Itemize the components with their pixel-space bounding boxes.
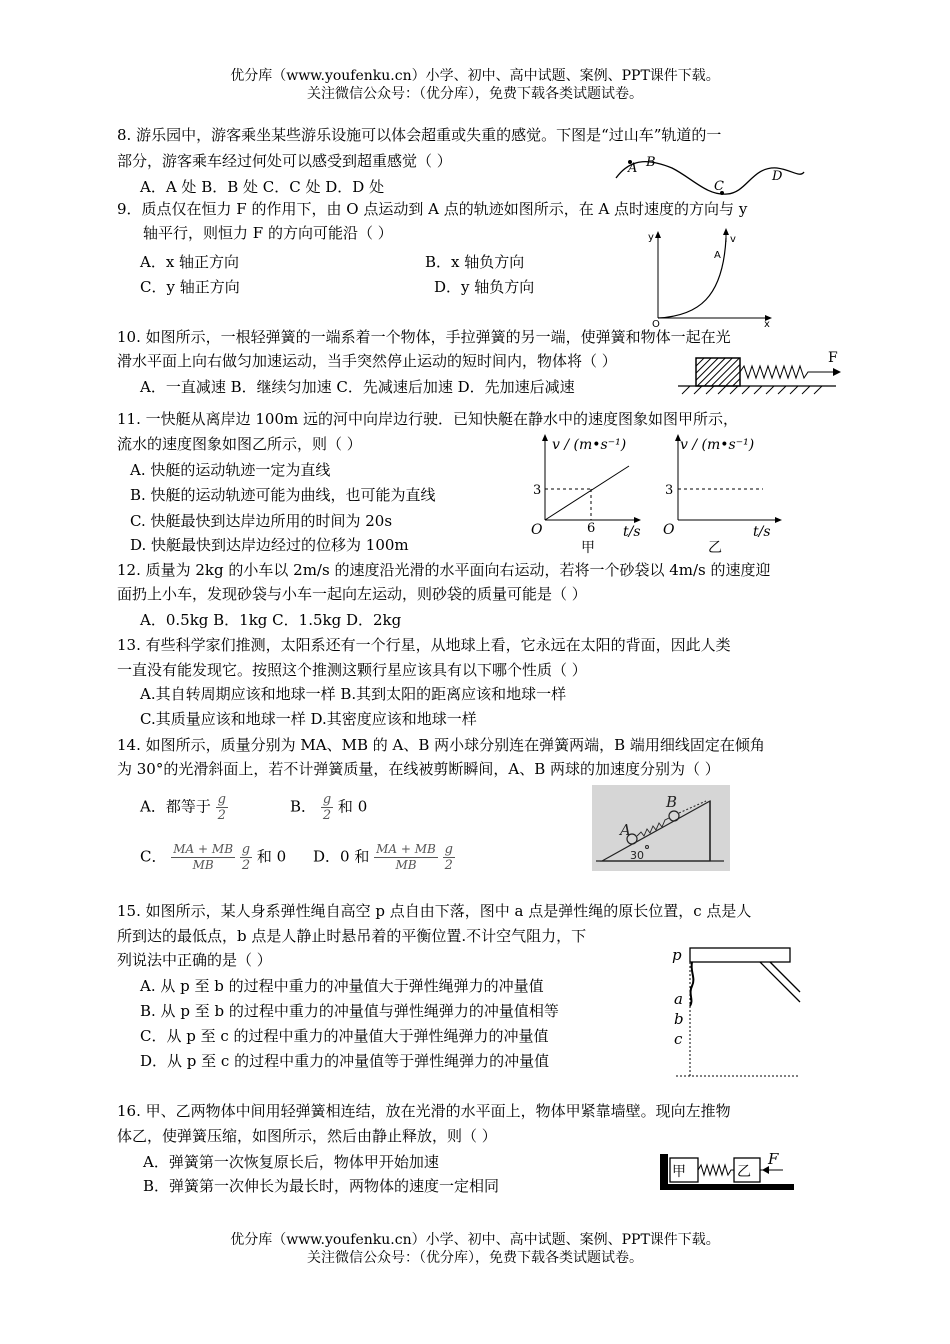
q15-line-2: 所到达的最低点，b 点是人静止时悬吊着的平衡位置.不计空气阻力，下 bbox=[117, 927, 587, 945]
q8-line-1: 8. 游乐园中，游客乘坐某些游乐设施可以体会超重或失重的感觉。下图是“过山车”轨道的一 bbox=[117, 126, 722, 144]
q11-option-a: A. 快艇的运动轨迹一定为直线 bbox=[130, 461, 331, 479]
force-arrow bbox=[833, 368, 841, 376]
q14-option-c bbox=[140, 842, 286, 873]
q15-line-1: 15. 如图所示，某人身系弹性绳自高空 p 点自由下落，图中 a 点是弹性绳的原长位置，c 点是人 bbox=[117, 902, 752, 920]
q14-option-b-tail: 和 0 bbox=[337, 797, 368, 816]
q14-option-b-fraction: $\frac{g}{2}$ bbox=[322, 792, 332, 823]
q14-option-a-label: A．都等于 bbox=[140, 797, 211, 816]
footer-line-2: 关注微信公众号：（优分库），免费下载各类试题试卷。 bbox=[307, 1250, 643, 1266]
q9-option-b: B．x 轴负方向 bbox=[425, 253, 525, 271]
incline-angle-label: 30 bbox=[630, 849, 644, 862]
label-p: p bbox=[672, 946, 682, 964]
block bbox=[696, 358, 740, 386]
jia-origin: O bbox=[531, 522, 543, 538]
q14-line-1: 14. 如图所示，质量分别为 MA、MB 的 A、B 两小球分别连在弹簧两端，B 端用细线固定在倾角 bbox=[117, 736, 765, 754]
q14-option-a bbox=[140, 792, 228, 823]
q9-option-a: A．x 轴正方向 bbox=[140, 253, 240, 271]
q9-line-2: 轴平行，则恒力 F 的方向可能沿（ ） bbox=[143, 224, 393, 242]
two-blocks-figure bbox=[658, 1150, 798, 1195]
spring bbox=[698, 1165, 734, 1175]
v-label: v bbox=[730, 234, 736, 245]
q12-line-2: 面扔上小车，发现砂袋与小车一起向左运动，则砂袋的质量可能是（ ） bbox=[117, 585, 587, 603]
header-line-1: 优分库（www.youfenku.cn）小学、初中、高中试题、案例、PPT课件下载。 bbox=[230, 68, 720, 84]
q14-line-2: 为 30°的光滑斜面上，若不计弹簧质量，在线被剪断瞬间，A、B 两球的加速度分别为（ ） bbox=[117, 760, 720, 778]
q12-line-1: 12. 质量为 2kg 的小车以 2m/s 的速度沿光滑的水平面向右运动，若将一个砂袋以 4m/s 的速度迎 bbox=[117, 561, 771, 579]
q14-option-c-tail: 和 0 bbox=[256, 847, 287, 866]
label-a: a bbox=[674, 990, 683, 1008]
q16-option-b: B．弹簧第一次伸长为最长时，两物体的速度一定相同 bbox=[143, 1177, 500, 1195]
q14-option-d-mass-fraction: $\frac{MA + MB}{MB}$ bbox=[376, 842, 436, 872]
q14-option-d bbox=[313, 842, 455, 873]
trajectory-figure bbox=[648, 228, 778, 328]
q16-line-1: 16. 甲、乙两物体中间用轻弹簧相连结，放在光滑的水平面上，物体甲紧靠墙壁。现向左推物 bbox=[117, 1102, 731, 1120]
q15-option-d: D．从 p 至 c 的过程中重力的冲量值等于弹性绳弹力的冲量值 bbox=[140, 1052, 550, 1070]
ball-b bbox=[669, 811, 679, 821]
q14-option-c-label: C． bbox=[140, 847, 167, 866]
jia-v-label: v / (m•s⁻¹) bbox=[552, 437, 627, 453]
jia-caption: 甲 bbox=[581, 540, 595, 556]
label-c: c bbox=[674, 1030, 683, 1048]
q11-option-c: C. 快艇最快到达岸边所用的时间为 20s bbox=[130, 512, 393, 530]
footer-line-1: 优分库（www.youfenku.cn）小学、初中、高中试题、案例、PPT课件下载。 bbox=[230, 1232, 720, 1248]
jia-three: 3 bbox=[533, 483, 542, 498]
incline-photo bbox=[592, 785, 730, 871]
q9-line-1: 9．质点仅在恒力 F 的作用下，由 O 点运动到 A 点的轨迹如图所示，在 A 点时速度的方向与 y bbox=[117, 200, 748, 218]
q13-options-ab: A.其自转周期应该和地球一样 B.其到太阳的距离应该和地球一样 bbox=[140, 685, 567, 703]
q11-line-2: 流水的速度图象如图乙所示，则（ ） bbox=[117, 435, 362, 453]
q12-options: A．0.5kg B．1kg C．1.5kg D．2kg bbox=[140, 611, 402, 629]
q15-option-b: B. 从 p 至 b 的过程中重力的冲量值与弹性绳弹力的冲量值相等 bbox=[140, 1002, 559, 1020]
q10-line-2: 滑水平面上向右做匀加速运动，当手突然停止运动的短时间内，物体将（ ） bbox=[117, 352, 617, 370]
q14-option-b-label: B． bbox=[290, 797, 317, 816]
incline bbox=[602, 801, 710, 861]
q9-option-d: D．y 轴负方向 bbox=[434, 278, 535, 296]
q13-line-1: 13. 有些科学家们推测，太阳系还有一个行星，从地球上看，它永远在太阳的背面，因此人类 bbox=[117, 636, 731, 654]
yi-origin: O bbox=[663, 522, 675, 538]
q13-options-cd: C.其质量应该和地球一样 D.其密度应该和地球一样 bbox=[140, 710, 477, 728]
q15-option-c: C．从 p 至 c 的过程中重力的冲量值大于弹性绳弹力的冲量值 bbox=[140, 1027, 549, 1045]
q15-option-a: A. 从 p 至 b 的过程中重力的冲量值大于弹性绳弹力的冲量值 bbox=[140, 977, 544, 995]
q14-option-d-label: D．0 和 bbox=[313, 847, 370, 866]
q14-option-a-fraction: $\frac{g}{2}$ bbox=[217, 792, 226, 823]
yi-caption: 乙 bbox=[708, 540, 722, 556]
jia-six: 6 bbox=[587, 521, 596, 536]
x-label: x bbox=[764, 319, 770, 330]
yi-t-label: t/s bbox=[753, 524, 771, 540]
velocity-arrow bbox=[723, 228, 729, 235]
label-jia: 甲 bbox=[672, 1164, 686, 1180]
label-b: B bbox=[646, 155, 656, 170]
q15-line-3: 列说法中正确的是（ ） bbox=[117, 951, 272, 969]
q8-options: A．A 处 B．B 处 C．C 处 D．D 处 bbox=[140, 178, 385, 196]
yi-three: 3 bbox=[665, 483, 674, 498]
q8-line-2: 部分，游客乘车经过何处可以感受到超重感觉（ ） bbox=[117, 152, 452, 170]
q16-option-a: A．弹簧第一次恢复原长后，物体甲开始加速 bbox=[143, 1153, 439, 1171]
q10-line-1: 10. 如图所示，一根轻弹簧的一端系着一个物体，手拉弹簧的另一端，使弹簧和物体一起在光 bbox=[117, 328, 731, 346]
q14-option-b bbox=[290, 792, 367, 823]
jia-t-label: t/s bbox=[623, 524, 641, 540]
q9-option-c: C．y 轴正方向 bbox=[140, 278, 240, 296]
roller-coaster-figure bbox=[612, 148, 812, 198]
header-line-2: 关注微信公众号：（优分库），免费下载各类试题试卷。 bbox=[307, 86, 643, 102]
label-f: F bbox=[768, 1150, 779, 1168]
jumper bbox=[690, 962, 693, 1006]
label-b: b bbox=[674, 1010, 684, 1028]
y-label: y bbox=[648, 232, 654, 243]
q13-line-2: 一直没有能发现它。按照这个推测这颗行星应该具有以下哪个性质（ ） bbox=[117, 661, 587, 679]
bungee-figure bbox=[668, 942, 808, 1080]
spring-block-figure bbox=[676, 350, 846, 400]
force-label: F bbox=[828, 350, 838, 366]
a-label: A bbox=[714, 250, 721, 261]
label-d: D bbox=[772, 169, 783, 184]
q10-options: A．一直减速 B．继续匀加速 C．先减速后加速 D．先加速后减速 bbox=[140, 378, 575, 396]
q16-line-2: 体乙，使弹簧压缩，如图所示，然后由静止释放，则（ ） bbox=[117, 1127, 497, 1145]
incline-label-a: A bbox=[620, 821, 631, 839]
label-a: A bbox=[628, 161, 638, 176]
q14-option-c-g-fraction: $\frac{g}{2}$ bbox=[241, 842, 251, 873]
spring bbox=[740, 366, 821, 378]
incline-label-b: B bbox=[666, 793, 678, 811]
platform bbox=[690, 948, 790, 962]
velocity-graphs-figure bbox=[525, 430, 785, 555]
q14-option-d-g-fraction: $\frac{g}{2}$ bbox=[444, 842, 453, 873]
boat-velocity-line bbox=[545, 466, 629, 520]
q11-line-1: 11. 一快艇从离岸边 100m 远的河中向岸边行驶．已知快艇在静水中的速度图象如图甲所示， bbox=[117, 410, 739, 428]
origin-label: O bbox=[652, 319, 660, 330]
q11-option-d: D. 快艇最快到达岸边经过的位移为 100m bbox=[130, 536, 409, 554]
q11-option-b: B. 快艇的运动轨迹可能为曲线，也可能为直线 bbox=[130, 486, 436, 504]
label-yi: 乙 bbox=[737, 1164, 751, 1180]
floor bbox=[660, 1184, 794, 1190]
q14-option-c-mass-fraction: $\frac{MA + MB}{MB}$ bbox=[173, 842, 234, 872]
yi-v-label: v / (m•s⁻¹) bbox=[680, 437, 755, 453]
label-c: C bbox=[714, 179, 724, 194]
